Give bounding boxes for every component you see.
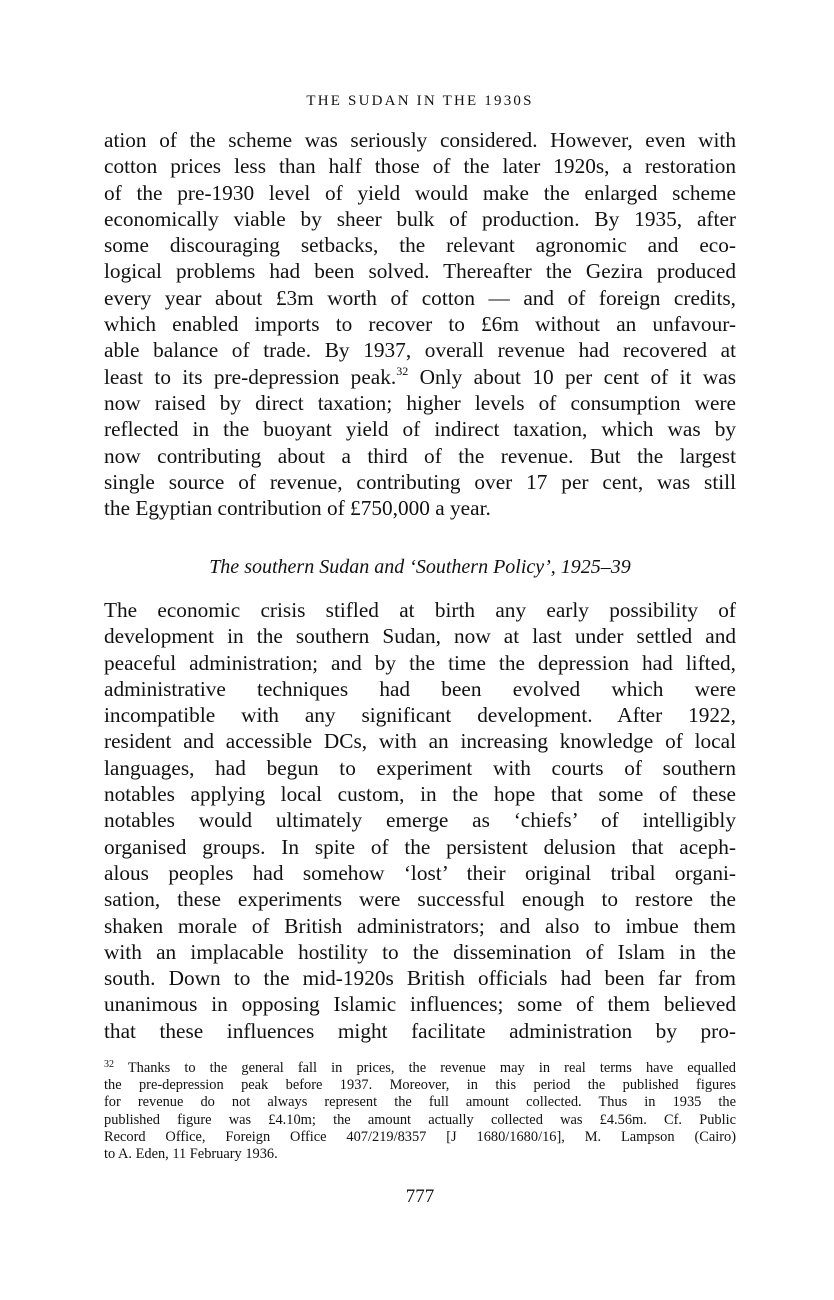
paragraph-2-line: shaken morale of British administrators; and also to imbue them <box>104 913 736 938</box>
paragraph-1-line: economically viable by sheer bulk of production. By 1935, after <box>104 206 736 231</box>
paragraph-1-line: the Egyptian contribution of £750,000 a year. <box>104 496 491 521</box>
paragraph-2-line: incompatible with any significant development. After 1922, <box>104 703 736 728</box>
book-page <box>104 0 736 1300</box>
paragraph-1-line: logical problems had been solved. Thereafter the Gezira produced <box>104 259 736 284</box>
paragraph-2-line: notables applying local custom, in the hope that some of these <box>104 782 736 807</box>
paragraph-2-line: The economic crisis stifled at birth any early possibility of <box>104 598 736 622</box>
paragraph-2 <box>104 597 736 1044</box>
paragraph-2-line: alous peoples had somehow ‘lost’ their original tribal organi- <box>104 860 736 885</box>
paragraph-1-line: every year about £3m worth of cotton — and of foreign credits, <box>104 285 736 310</box>
paragraph-2-line: resident and accessible DCs, with an increasing knowledge of local <box>104 729 736 754</box>
page-number: 777 <box>405 1186 435 1207</box>
paragraph-2-line: organised groups. In spite of the persistent delusion that aceph- <box>104 834 736 859</box>
paragraph-1-line: single source of revenue, contributing over 17 per cent, was still <box>104 469 736 494</box>
line-text: Thanks to the general fall in prices, the revenue may in real terms have equalled <box>114 1060 736 1076</box>
footnote-line: Record Office, Foreign Office 407/219/8357 [J 1680/1680/16], M. Lampson (Cairo) <box>104 1128 736 1145</box>
footnote-number: 32 <box>104 1059 114 1070</box>
paragraph-2-line: peaceful administration; and by the time the depression had lifted, <box>104 650 736 675</box>
footnote <box>104 1060 736 1163</box>
paragraph-1-line: which enabled imports to recover to £6m without an unfavour- <box>104 312 736 337</box>
paragraph-2-line: sation, these experiments were successful enough to restore the <box>104 887 736 912</box>
footnote-reference[interactable]: 32 <box>396 363 409 378</box>
paragraph-2-line: administrative techniques had been evolved which were <box>104 676 736 701</box>
line-text: least to its pre-depression peak. <box>104 364 397 389</box>
paragraph-2-line: development in the southern Sudan, now at last under settled and <box>104 624 736 649</box>
footnote-line: to A. Eden, 11 February 1936. <box>104 1146 278 1163</box>
paragraph-2-line: south. Down to the mid-1920s British officials had been far from <box>104 966 736 991</box>
running-head: THE SUDAN IN THE 1930S <box>306 93 534 109</box>
paragraph-1-line: reflected in the buoyant yield of indirect taxation, which was by <box>104 417 736 442</box>
paragraph-2-line: languages, had begun to experiment with courts of southern <box>104 755 736 780</box>
paragraph-1-line <box>104 364 736 390</box>
footnote-line: for revenue do not always represent the full amount collected. Thus in 1935 the <box>104 1094 736 1111</box>
paragraph-1-line: ation of the scheme was seriously considered. However, even with <box>104 128 736 152</box>
footnote-line: the pre-depression peak before 1937. Moreover, in this period the published figures <box>104 1077 736 1094</box>
paragraph-1-line: of the pre-1930 level of yield would make the enlarged scheme <box>104 180 736 205</box>
paragraph-1-line: now raised by direct taxation; higher levels of consumption were <box>104 390 736 415</box>
paragraph-2-line: with an implacable hostility to the dissemination of Islam in the <box>104 939 736 964</box>
footnote-line <box>104 1060 736 1077</box>
line-text: Only about 10 per cent of it was <box>408 364 736 389</box>
paragraph-1 <box>104 127 736 521</box>
section-heading: The southern Sudan and ‘Southern Policy’, 1925–39 <box>209 556 631 578</box>
footnote-line: published figure was £4.10m; the amount actually collected was £4.56m. Cf. Public <box>104 1111 736 1128</box>
paragraph-1-line: cotton prices less than half those of the later 1920s, a restoration <box>104 154 736 179</box>
paragraph-2-line: unanimous in opposing Islamic influences; some of them believed <box>104 992 736 1017</box>
paragraph-1-line: some discouraging setbacks, the relevant agronomic and eco- <box>104 233 736 258</box>
paragraph-1-line: now contributing about a third of the revenue. But the largest <box>104 443 736 468</box>
paragraph-2-line: notables would ultimately emerge as ‘chiefs’ of intelligibly <box>104 808 736 833</box>
paragraph-1-line: able balance of trade. By 1937, overall revenue had recovered at <box>104 338 736 363</box>
paragraph-2-line: that these influences might facilitate administration by pro- <box>104 1018 736 1043</box>
